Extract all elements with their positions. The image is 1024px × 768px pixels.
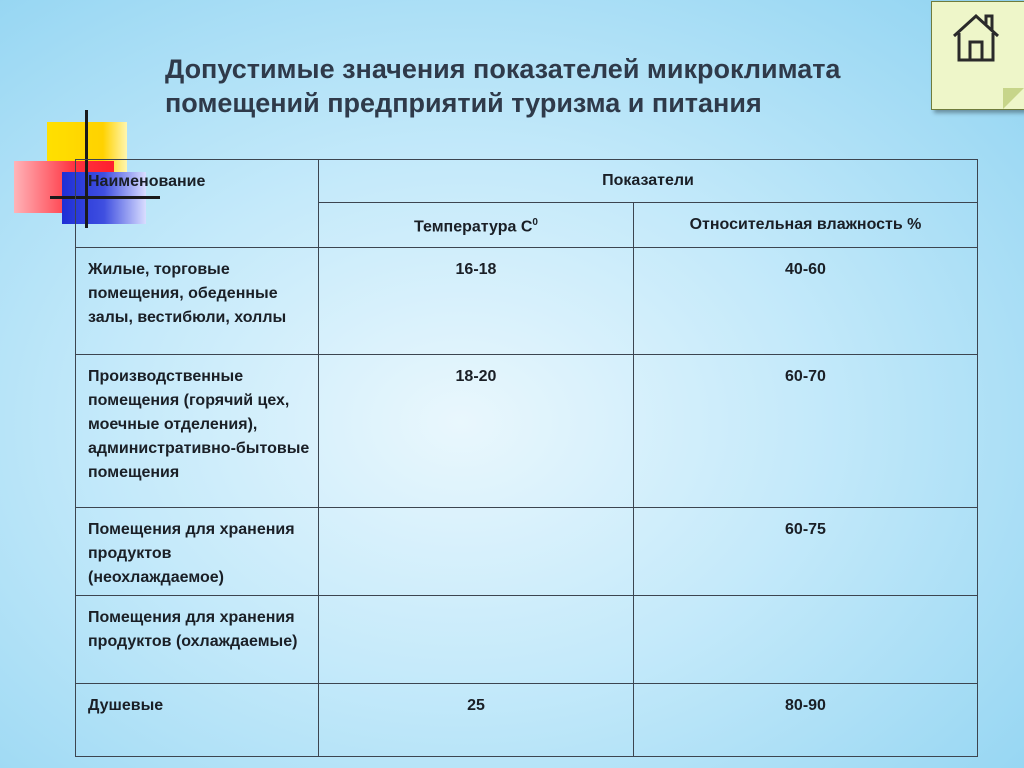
table-row <box>76 596 978 684</box>
row-name: Жилые, торговые помещения, обеденные залы, вестибюли, холлы <box>76 248 319 355</box>
header-indicators-label: Показатели <box>602 172 694 189</box>
row-humidity <box>634 596 978 684</box>
row-temperature: 16-18 <box>319 248 634 355</box>
header-temperature-label: Температура С <box>414 218 533 236</box>
header-name <box>76 160 319 248</box>
header-temperature <box>319 203 634 248</box>
header-indicators <box>319 160 978 203</box>
row-temperature: 25 <box>319 684 634 757</box>
table-row <box>76 684 978 757</box>
row-humidity: 60-75 <box>634 508 978 596</box>
header-humidity-label: Относительная влажность % <box>689 216 922 233</box>
row-humidity: 60-70 <box>634 355 978 508</box>
row-name: Производственные помещения (горячий цех, моечные отделения), административно-бытовые помещения <box>76 355 319 508</box>
home-button[interactable] <box>931 1 1024 110</box>
home-icon <box>948 10 1004 66</box>
row-name: Душевые <box>76 684 319 757</box>
row-temperature <box>319 508 634 596</box>
header-humidity <box>634 203 978 248</box>
row-temperature <box>319 596 634 684</box>
header-temperature-sup: 0 <box>532 216 538 228</box>
page-fold <box>1003 88 1024 109</box>
header-name-label: Наименование <box>88 173 206 190</box>
table-row <box>76 355 978 508</box>
row-humidity: 80-90 <box>634 684 978 757</box>
row-humidity: 40-60 <box>634 248 978 355</box>
table-row <box>76 508 978 596</box>
slide-title-line-2: помещений предприятий туризма и питания <box>165 88 762 118</box>
row-temperature: 18-20 <box>319 355 634 508</box>
slide-title <box>165 52 925 120</box>
row-name: Помещения для хранения продуктов (охлаждаемые) <box>76 596 319 684</box>
slide-title-line-1: Допустимые значения показателей микроклимата <box>165 54 841 84</box>
microclimate-table <box>75 159 978 757</box>
table-header-row <box>76 160 978 203</box>
table-row <box>76 248 978 355</box>
row-name: Помещения для хранения продуктов (неохлаждаемое) <box>76 508 319 596</box>
